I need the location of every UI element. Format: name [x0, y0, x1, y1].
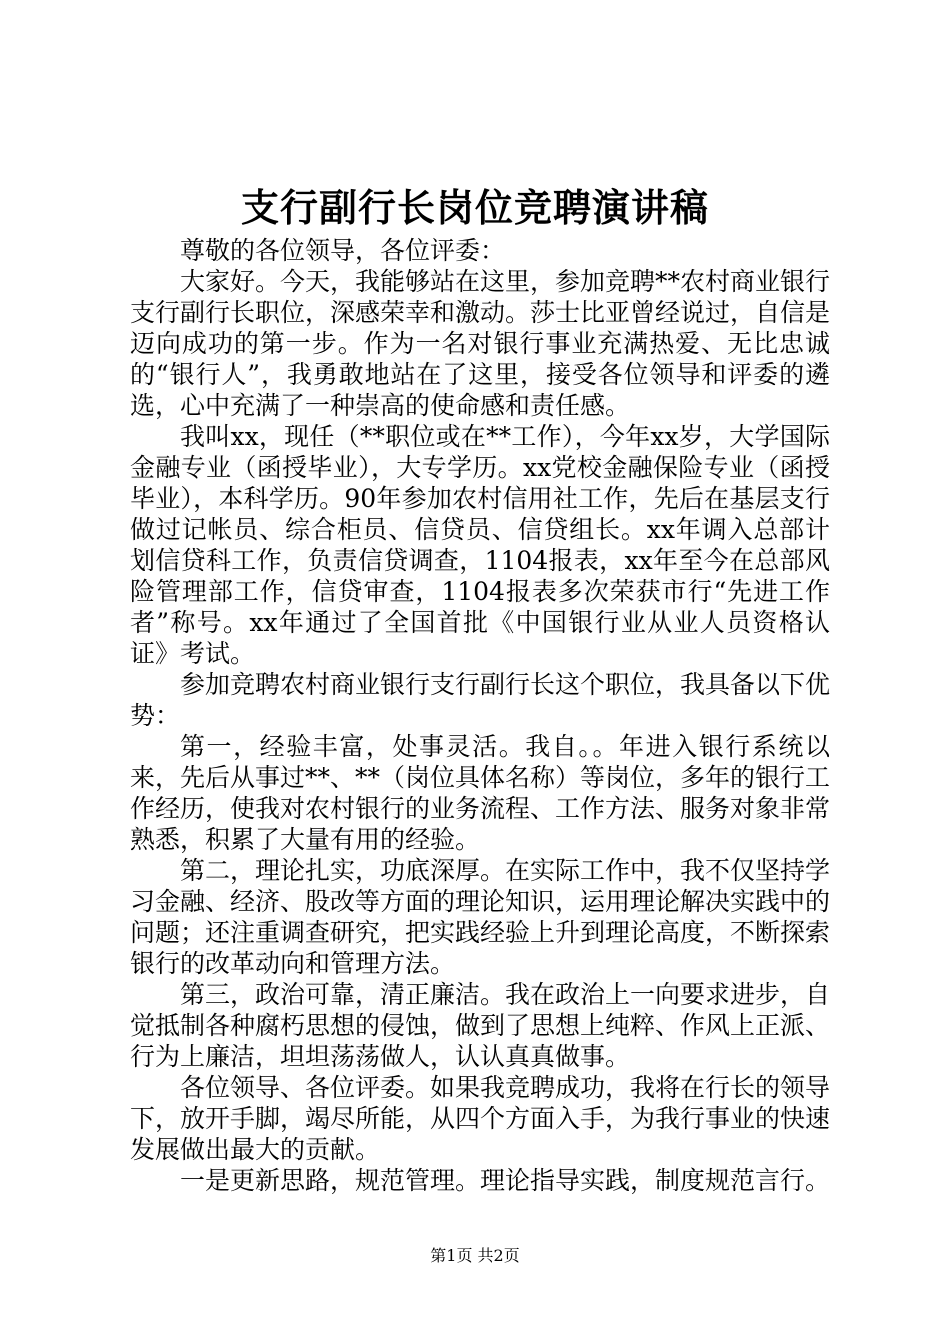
body-paragraph: 各位领导、各位评委。如果我竞聘成功，我将在行长的领导下，放开手脚，竭尽所能，从四个方面入手，为我行事业的快速发展做出最大的贡献。 — [130, 1073, 831, 1164]
body-paragraph: 大家好。今天，我能够站在这里，参加竞聘**农村商业银行支行副行长职位，深感荣幸和激动。莎士比亚曾经说过，自信是迈向成功的第一步。作为一名对银行事业充满热爱、无比忠诚的“银行人”，我勇敢地站在了这里，接受各位领导和评委的遴选，心中充满了一种崇高的使命感和责任感。 — [130, 267, 831, 420]
document-body — [130, 235, 830, 1196]
document-title: 支行副行长岗位竞聘演讲稿 — [240, 185, 709, 230]
body-paragraph: 一是更新思路，规范管理。理论指导实践，制度规范言行。 — [180, 1166, 831, 1195]
body-paragraph: 第一，经验丰富，处事灵活。我自。。年进入银行系统以来，先后从事过**、**（岗位具体名称）等岗位，多年的银行工作经历，使我对农村银行的业务流程、工作方法、服务对象非常熟悉，积累了大量有用的经验。 — [130, 732, 831, 854]
body-paragraph: 第二，理论扎实，功底深厚。在实际工作中，我不仅坚持学习金融、经济、股改等方面的理论知识，运用理论解决实践中的问题；还注重调查研究，把实践经验上升到理论高度，不断探索银行的改革动向和管理方法。 — [130, 856, 831, 978]
salutation-paragraph: 尊敬的各位领导，各位评委： — [180, 236, 506, 265]
page-footer: 第1页 共2页 — [430, 1246, 520, 1265]
body-paragraph: 第三，政治可靠，清正廉洁。我在政治上一向要求进步，自觉抵制各种腐朽思想的侵蚀，做到了思想上纯粹、作风上正派、行为上廉洁，坦坦荡荡做人，认认真真做事。 — [130, 980, 831, 1071]
body-paragraph: 我叫xx，现任（**职位或在**工作），今年xx岁，大学国际金融专业（函授毕业），大专学历。xx党校金融保险专业（函授毕业），本科学历。90年参加农村信用社工作，先后在基层支行做过记帐员、综合柜员、信贷员、信贷组长。xx年调入总部计划信贷科工作，负责信贷调查，1104报表，xx年至今在总部风险管理部工作，信贷审查，1104报表多次荣获市行“先进工作者”称号。xx年通过了全国首批《中国银行业从业人员资格认证》考试。 — [130, 422, 830, 668]
body-paragraph: 参加竞聘农村商业银行支行副行长这个职位，我具备以下优势： — [130, 670, 831, 730]
